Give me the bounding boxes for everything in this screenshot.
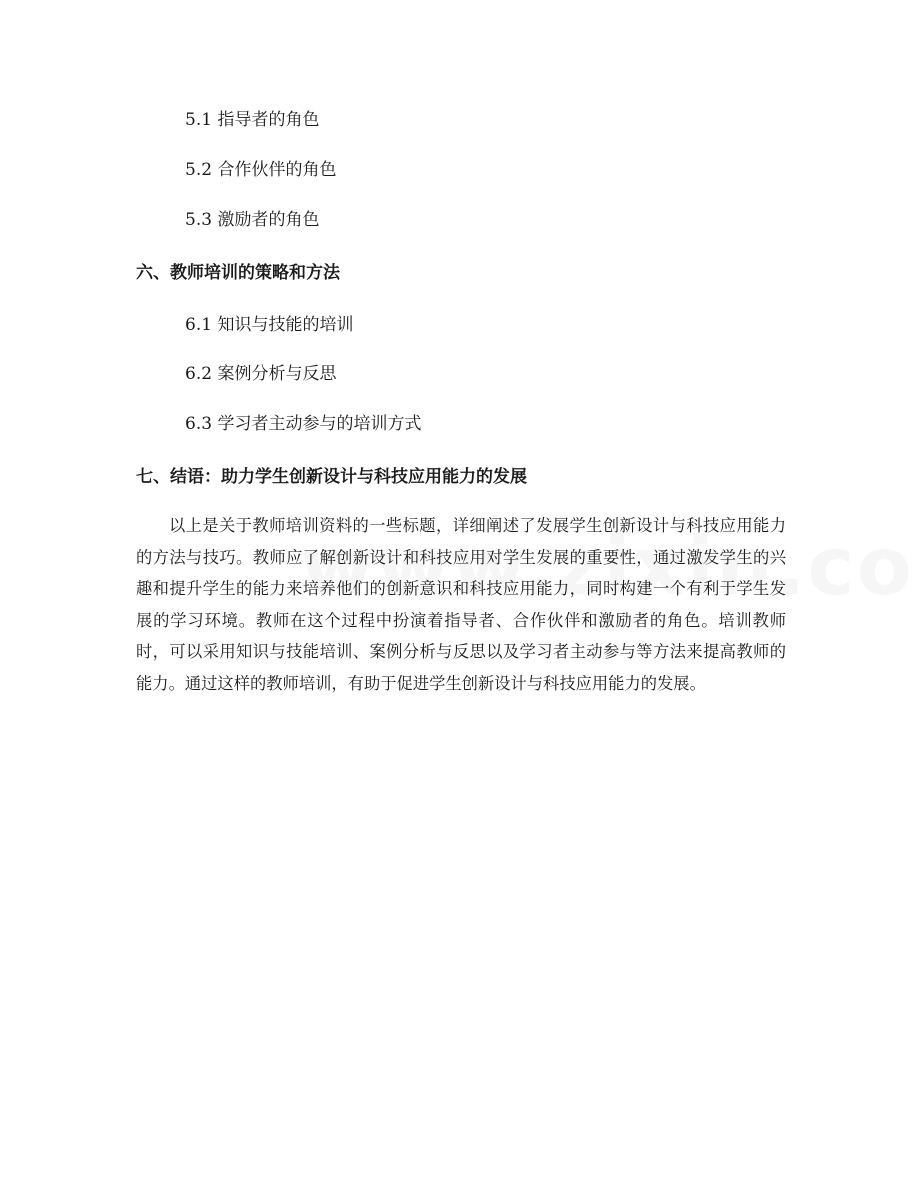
subheading-5-2: 5.2 合作伙伴的角色 <box>185 160 337 180</box>
subheading-6-3: 6.3 学习者主动参与的培训方式 <box>185 414 422 434</box>
subheading-6-1: 6.1 知识与技能的培训 <box>185 315 354 335</box>
conclusion-paragraph: 以上是关于教师培训资料的一些标题，详细阐述了发展学生创新设计与科技应用能力的方法与技巧。教师应了解创新设计和科技应用对学生发展的重要性，通过激发学生的兴趣和提升学生的能力来培养他们的创新意识和科技应用能力，同时构建一个有利于学生发展的学习环境。教师在这个过程中扮演着指导者、合作伙伴和激励者的角色。培训教师时，可以采用知识与技能培训、案例分析与反思以及学习者主动参与等方法来提高教师的能力。通过这样的教师培训，有助于促进学生创新设计与科技应用能力的发展。 <box>136 516 786 693</box>
heading-section-6: 六、教师培训的策略和方法 <box>136 263 340 283</box>
subheading-5-3: 5.3 激励者的角色 <box>185 210 320 230</box>
subheading-6-2: 6.2 案例分析与反思 <box>185 364 337 384</box>
subheading-5-1: 5.1 指导者的角色 <box>185 110 320 130</box>
heading-section-7: 七、结语：助力学生创新设计与科技应用能力的发展 <box>136 467 527 487</box>
